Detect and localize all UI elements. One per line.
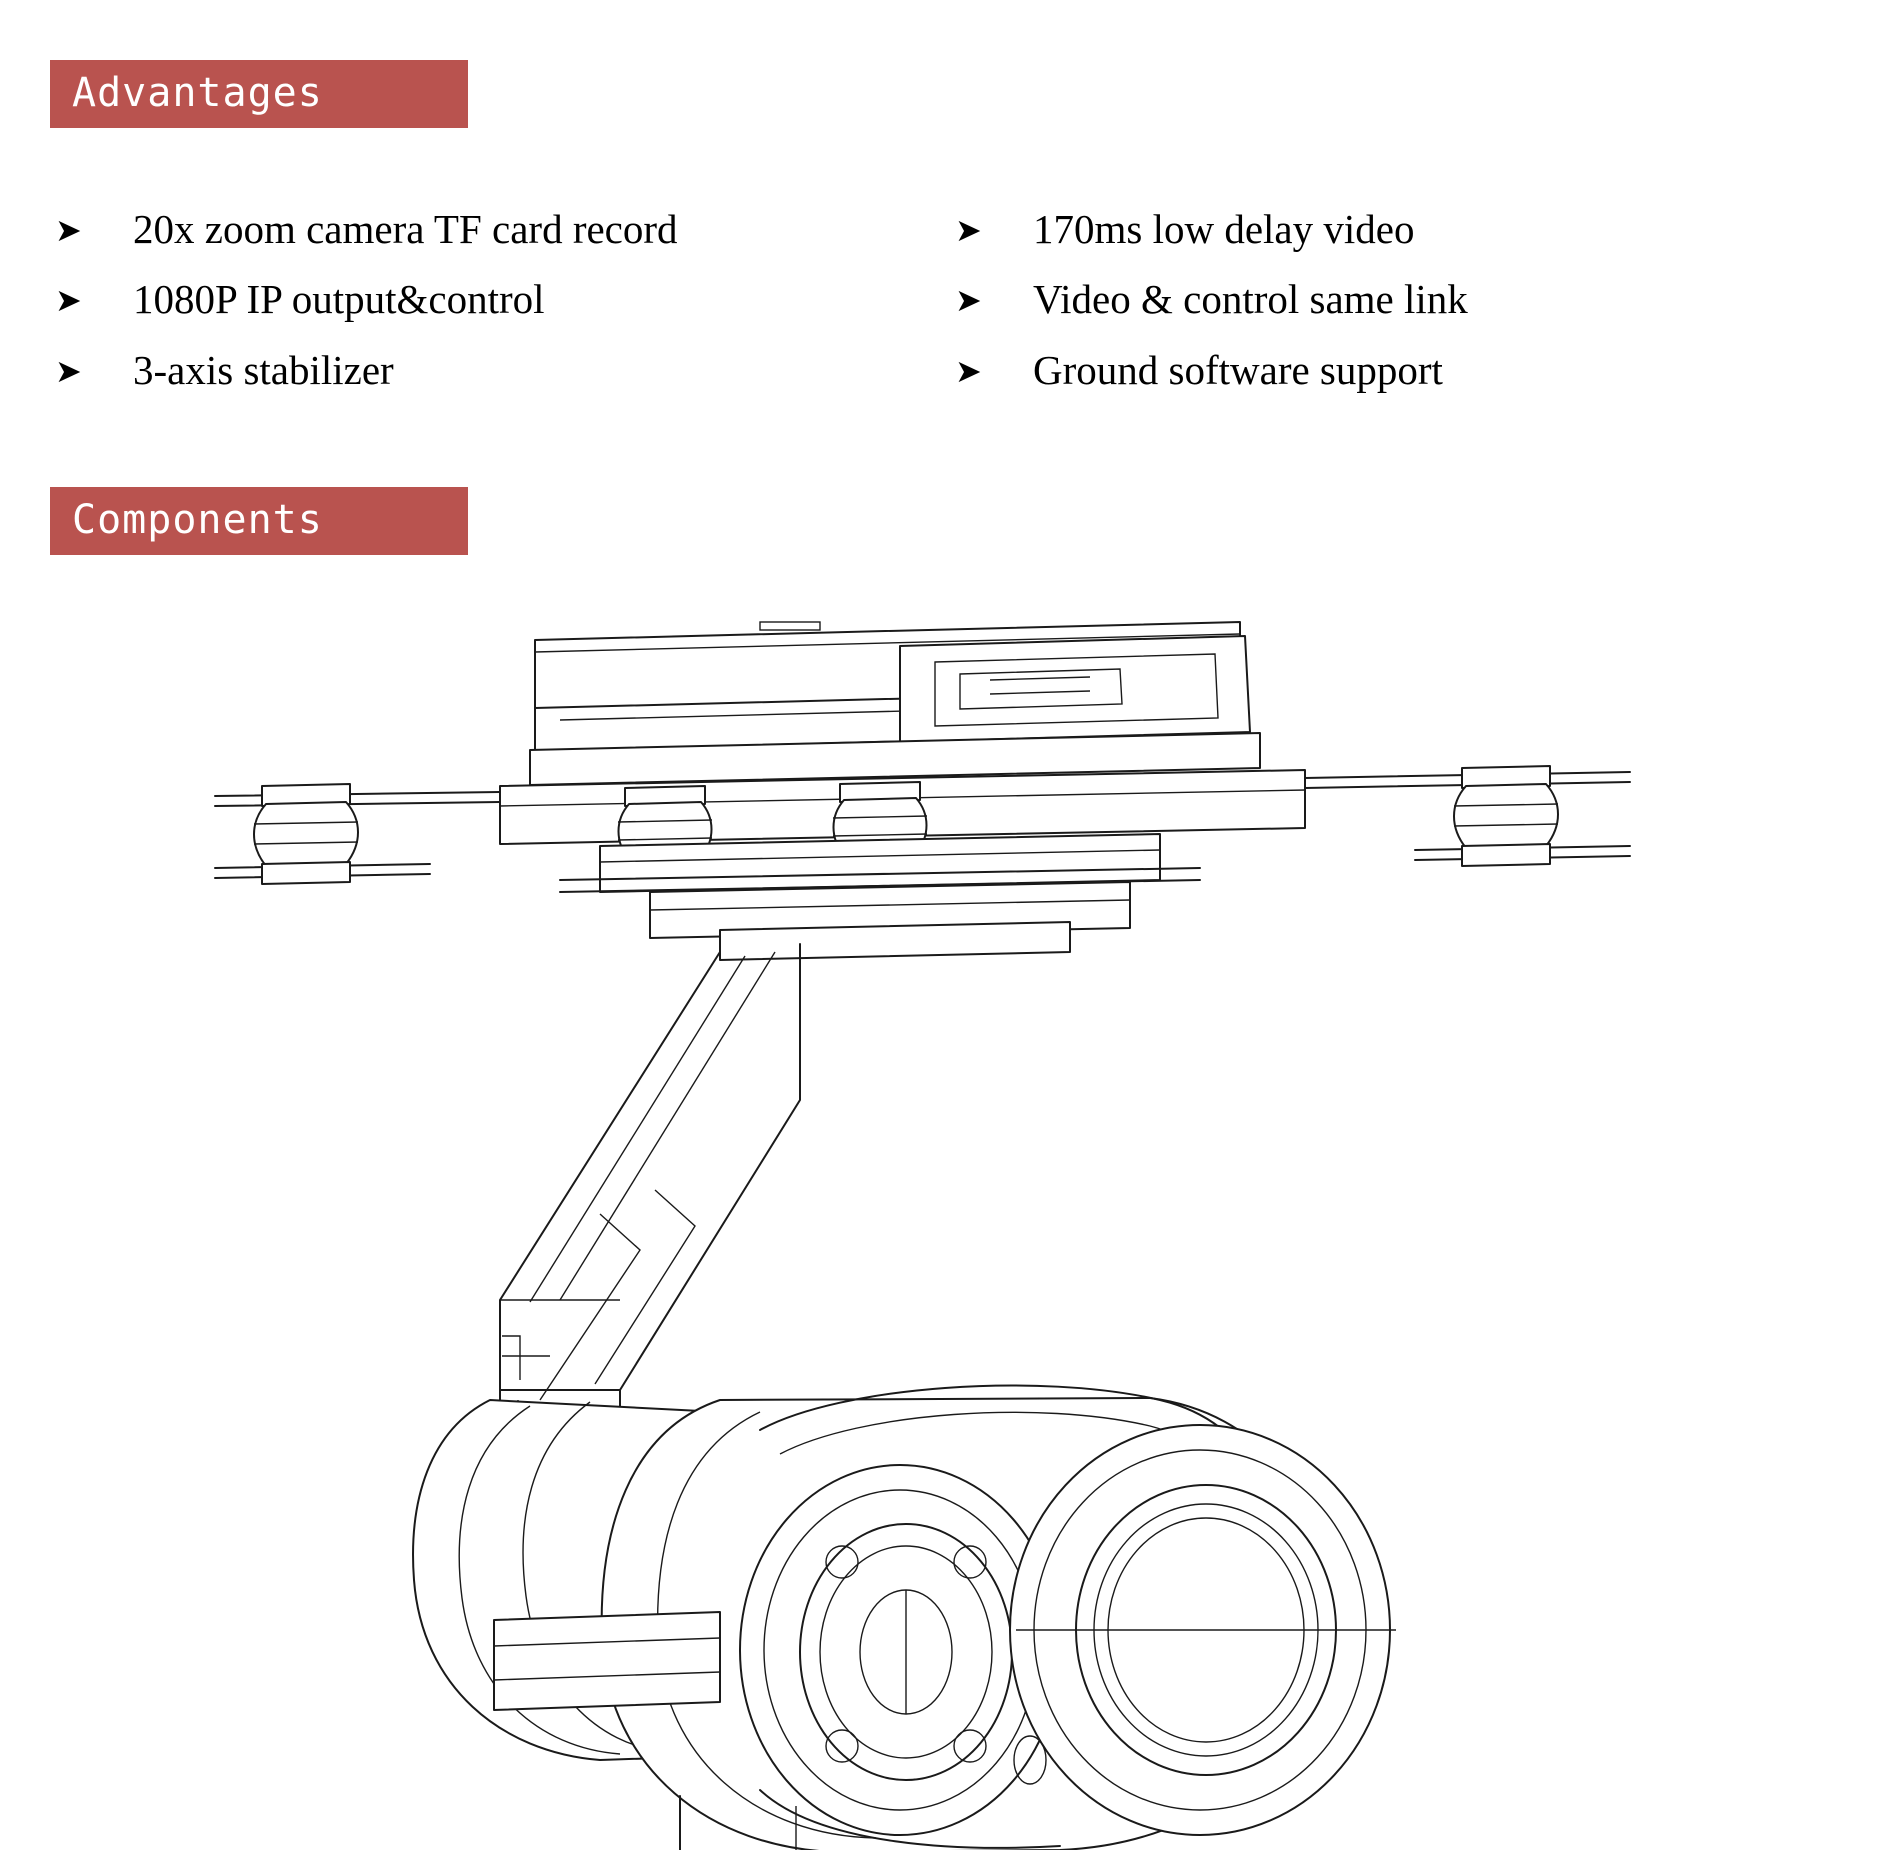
- list-item: [55, 275, 930, 323]
- arrow-bullet-icon: ➤: [55, 351, 82, 390]
- gimbal-camera-illustration: [200, 600, 1700, 1850]
- arrow-bullet-icon: ➤: [955, 211, 982, 249]
- yaw-axis-collar: [560, 834, 1200, 960]
- camera-body: [413, 1386, 1396, 1850]
- list-item: [955, 275, 1900, 323]
- list-item: [55, 346, 930, 394]
- top-electronics-module: [530, 622, 1260, 785]
- list-item-label: 3-axis stabilizer: [133, 346, 394, 393]
- advantages-bullet-columns: [0, 205, 1900, 416]
- section-title-components: Components: [72, 497, 323, 543]
- list-item-label: Video & control same link: [1033, 276, 1468, 323]
- list-item-label: Ground software support: [1033, 346, 1443, 393]
- arrow-bullet-icon: ➤: [955, 281, 982, 320]
- list-item-label: 20x zoom camera TF card record: [133, 206, 678, 252]
- list-item-label: 1080P IP output&control: [133, 276, 545, 323]
- advantages-column-right: [930, 205, 1900, 416]
- section-header-advantages: [50, 60, 468, 128]
- section-header-components: [50, 487, 468, 555]
- components-diagram: [0, 600, 1900, 1850]
- advantages-column-left: [0, 205, 930, 416]
- arrow-bullet-icon: ➤: [55, 281, 82, 320]
- list-item: [955, 205, 1900, 253]
- list-item: [955, 346, 1900, 394]
- list-item-label: 170ms low delay video: [1033, 206, 1415, 252]
- list-item: [55, 205, 930, 253]
- section-title-advantages: Advantages: [72, 70, 323, 116]
- arrow-bullet-icon: ➤: [955, 351, 982, 390]
- arrow-bullet-icon: ➤: [55, 211, 82, 249]
